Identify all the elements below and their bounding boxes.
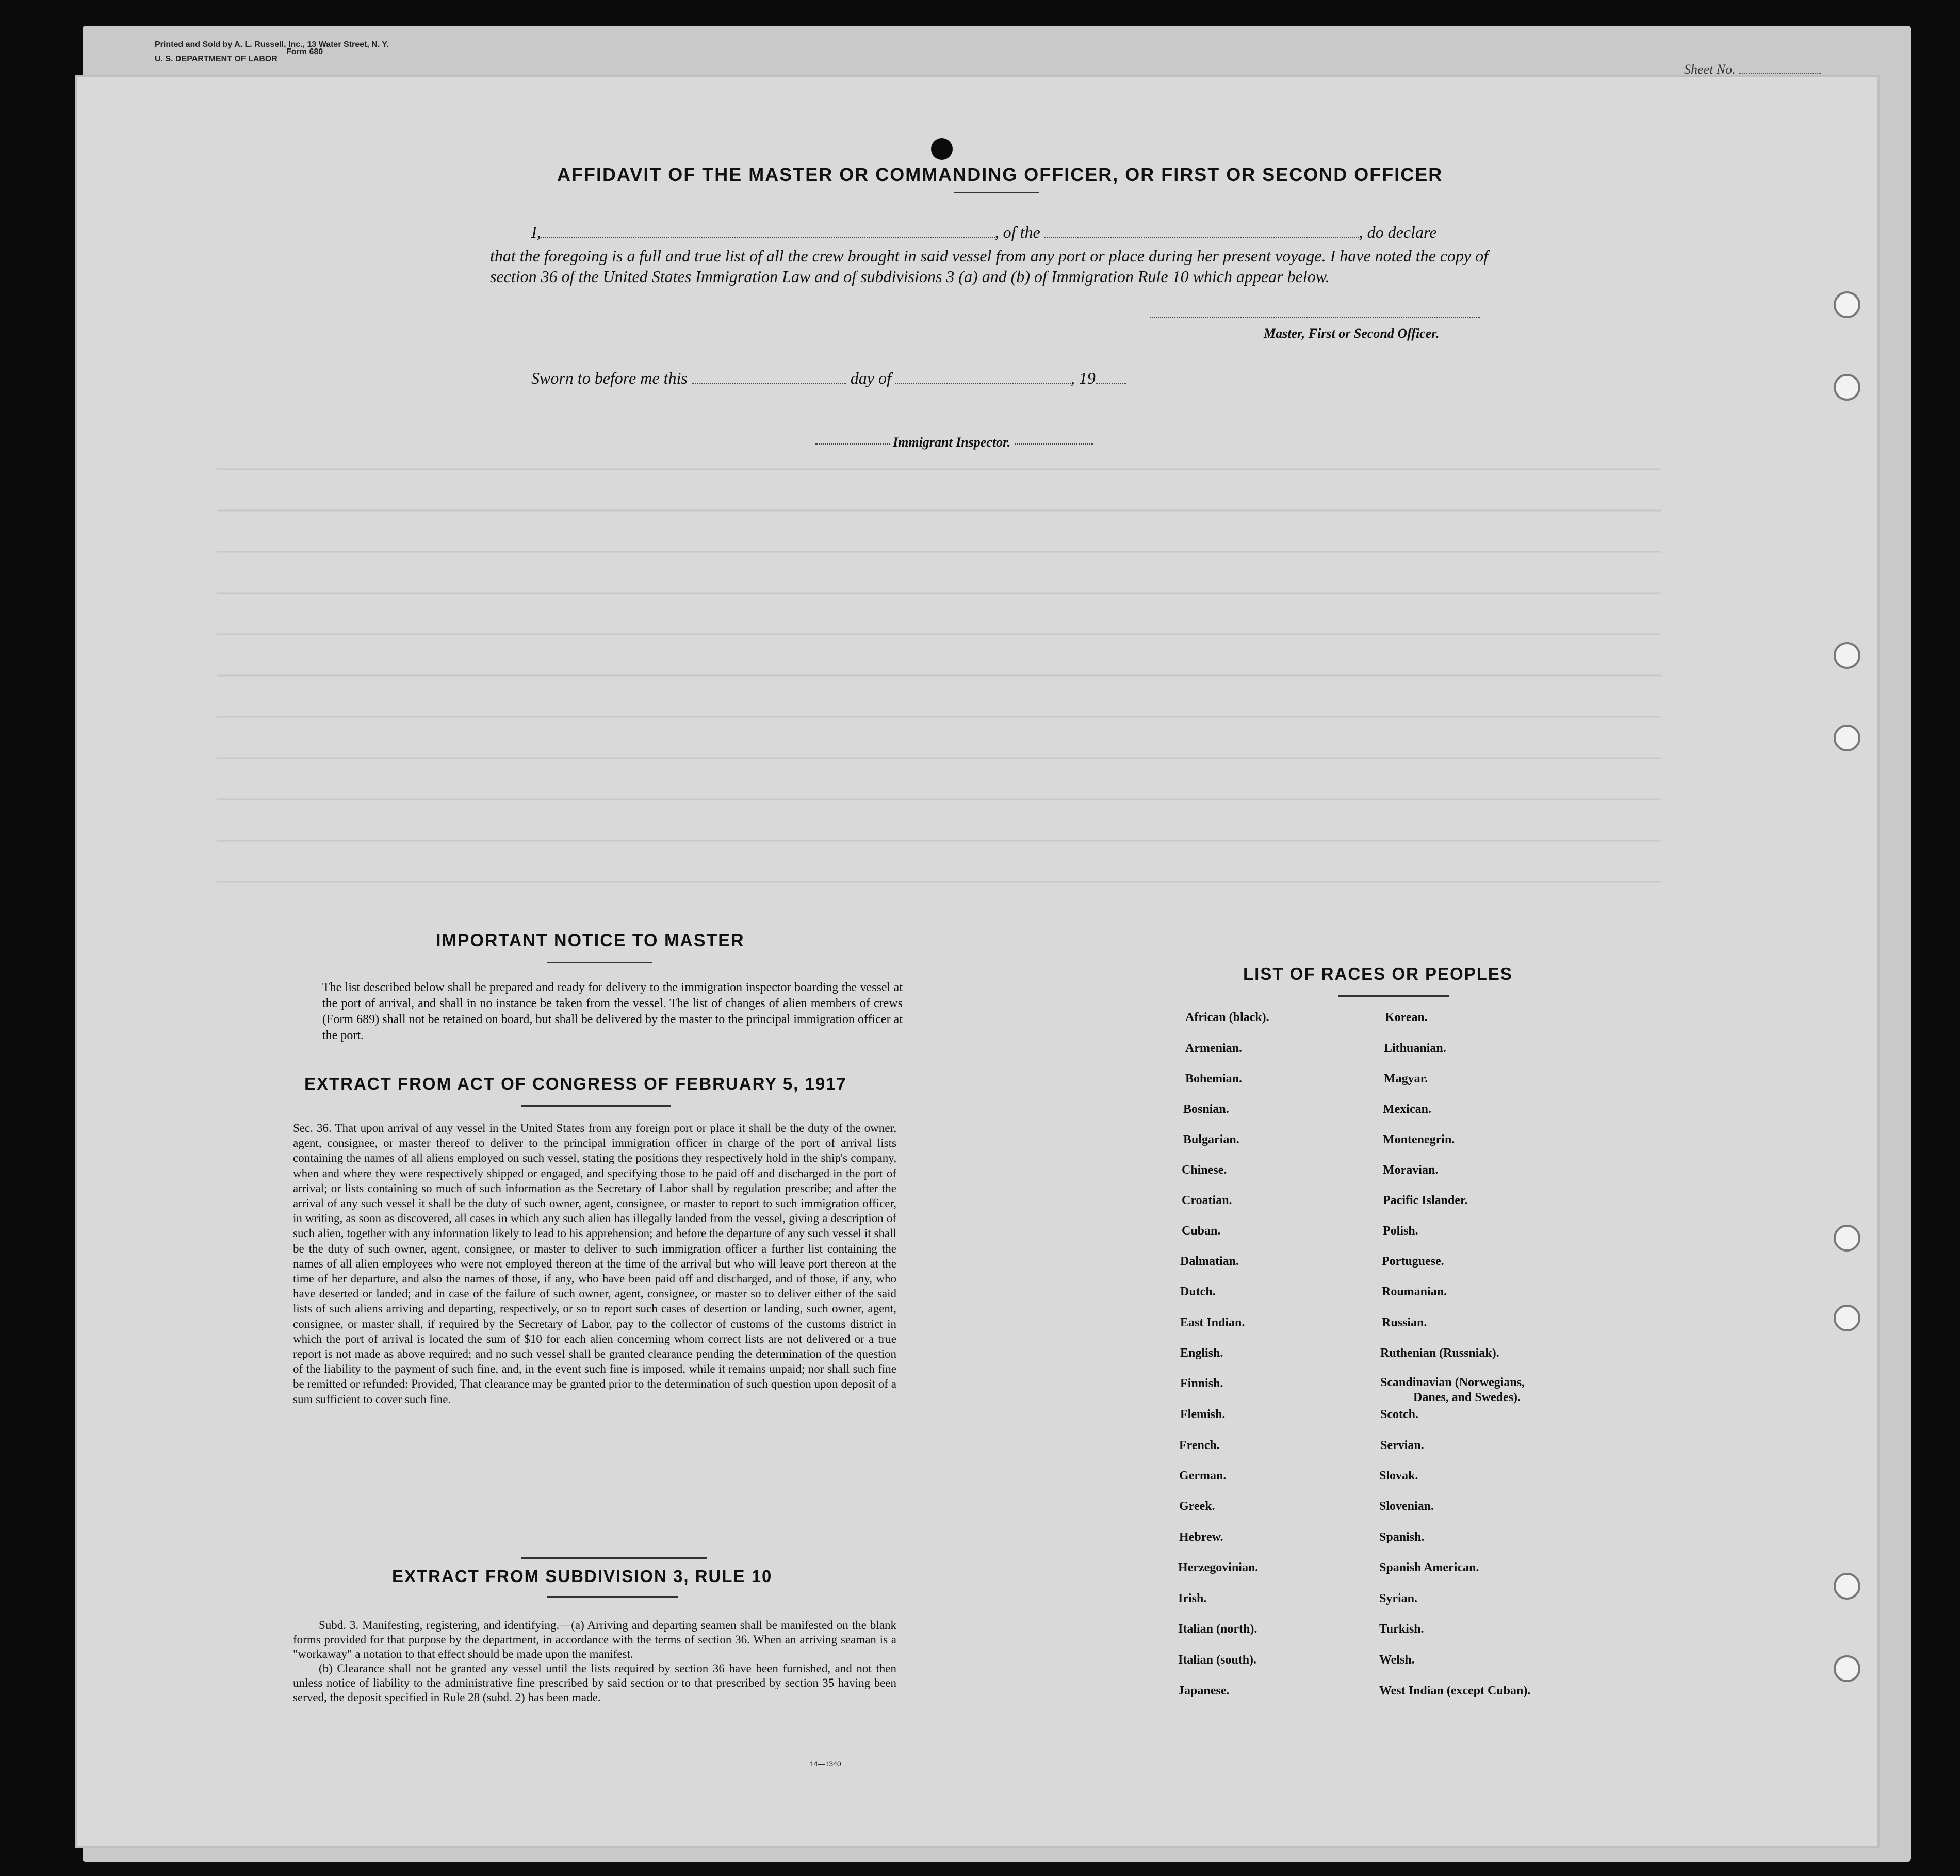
race-item: Bulgarian. <box>1183 1133 1239 1146</box>
binder-hole <box>1834 725 1860 751</box>
race-item: Mexican. <box>1383 1102 1431 1116</box>
race-item: Dutch. <box>1180 1285 1216 1298</box>
signature-line <box>1150 317 1480 318</box>
binder-hole <box>1834 1655 1860 1682</box>
race-item: Moravian. <box>1383 1163 1439 1177</box>
bleed-through-texture <box>217 464 1764 928</box>
race-item: Lithuanian. <box>1384 1042 1446 1055</box>
binder-hole <box>1834 642 1860 669</box>
notice-title: IMPORTANT NOTICE TO MASTER <box>436 931 745 950</box>
form-number: 14—1340 <box>810 1759 841 1768</box>
race-item: English. <box>1180 1346 1223 1360</box>
race-item: West Indian (except Cuban). <box>1379 1684 1531 1698</box>
binder-hole <box>1834 374 1860 401</box>
race-item: Japanese. <box>1178 1684 1230 1698</box>
race-item: Turkish. <box>1379 1622 1424 1636</box>
sheet-number: Sheet No. <box>1684 62 1821 77</box>
race-item: Welsh. <box>1379 1653 1415 1667</box>
notice-underline <box>547 962 652 963</box>
binder-hole <box>1834 1305 1860 1331</box>
race-item: Roumanian. <box>1382 1285 1447 1298</box>
race-item: Portuguese. <box>1382 1255 1444 1268</box>
race-item: Herzegovinian. <box>1178 1561 1259 1574</box>
rule-extract-overline <box>521 1557 707 1559</box>
races-title: LIST OF RACES OR PEOPLES <box>1243 964 1513 983</box>
race-item: Polish. <box>1383 1224 1418 1238</box>
race-item: Chinese. <box>1182 1163 1227 1177</box>
inspector-label: Immigrant Inspector. <box>890 435 1014 450</box>
race-item: Spanish. <box>1379 1531 1425 1544</box>
section-36-text: Sec. 36. That upon arrival of any vessel in the United States from any foreign port or place it shall be the duty of the owner, agent, consignee, or master thereof to deliver to the principal immigration officer in charge of the port of arrival lists containing the names of all aliens employed on such vessel, stating the positions they respectively hold in the ship's company, when and where they were respectively shipped or engaged, and specifying those to be paid off and discharged in the port of arrival; or lists containing so much of such information as the Secretary of Labor shall by regulation prescribe; and after the arrival of any such vessel it shall be the duty of such owner, agent, consignee, or master to report to such immigration officer, in writing, as soon as discovered, all cases in which any such alien has illegally landed from the vessel, giving a description of such alien, together with any information likely to lead to his apprehension; and before the departure of any such vessel it shall be the duty of such owner, agent, consignee, or master to deliver to such immigration officer a further list containing the names of all alien employees who were not employed thereon at the time of the arrival but who will leave port thereon at the time of her departure, and also the names of those, if any, who have been paid off and discharged, and of those, if any, who have deserted or landed; and in case of the failure of such owner, agent, consignee, or master so to deliver either of the said lists of such aliens arriving and departing, respectively, or so to report such cases of desertion or landing, such owner, agent, consignee, or master shall, if required by the Secretary of Labor, pay to the collector of customs of the customs district in which the port of arrival is located the sum of $10 for each alien concerning whom correct lists are not delivered or a true report is not made as above required; and no such vessel shall be granted clearance pending the determination of the question of the liability to the payment of such fine, and, in the event such fine is imposed, while it remains unpaid; nor shall such fine be remitted or refunded: Provided, That clearance may be granted prior to the determination of such question upon deposit of a sum sufficient to cover such fine. <box>293 1122 896 1406</box>
race-item: German. <box>1179 1469 1227 1483</box>
printer-imprint: Printed and Sold by A. L. Russell, Inc., 13 Water Street, N. Y. Form 680 U. S. DEPARTMENT OF LABOR <box>155 40 389 63</box>
race-item: Armenian. <box>1185 1042 1242 1055</box>
rule-extract-underline <box>547 1596 678 1598</box>
affidavit-statement: that the foregoing is a full and true list of all the crew brought in said vessel from any port or place during her present voyage. I have noted the copy of section 36 of the United States Immigration Law and of subdivisions 3 (a) and (b) of Immigration Rule 10 which appear below. <box>490 246 1489 286</box>
race-item: Pacific Islander. <box>1383 1194 1468 1207</box>
race-item: Slovak. <box>1379 1469 1418 1483</box>
signature-label: Master, First or Second Officer. <box>1264 326 1440 341</box>
race-item: Danes, and Swedes). <box>1413 1391 1521 1404</box>
document-page <box>77 77 1877 1846</box>
race-item: Syrian. <box>1379 1592 1418 1605</box>
races-underline <box>1338 995 1449 997</box>
title-underline <box>954 192 1039 193</box>
race-item: Montenegrin. <box>1383 1133 1455 1146</box>
race-item: Spanish American. <box>1379 1561 1479 1574</box>
race-item: Scandinavian (Norwegians, <box>1380 1376 1525 1389</box>
race-item: East Indian. <box>1180 1316 1245 1329</box>
race-item: Bohemian. <box>1185 1072 1243 1085</box>
race-item: Cuban. <box>1182 1224 1221 1238</box>
race-item: Hebrew. <box>1179 1531 1223 1544</box>
race-item: Flemish. <box>1180 1408 1226 1421</box>
race-item: Italian (south). <box>1178 1653 1257 1667</box>
race-item: Russian. <box>1382 1316 1427 1329</box>
affidavit-title: AFFIDAVIT OF THE MASTER OR COMMANDING OFFICER, OR FIRST OR SECOND OFFICER <box>557 164 1443 185</box>
race-item: Italian (north). <box>1178 1622 1257 1636</box>
binder-hole <box>1834 1225 1860 1252</box>
race-item: Finnish. <box>1180 1377 1223 1390</box>
race-item: Irish. <box>1178 1592 1207 1605</box>
race-item: Servian. <box>1380 1439 1424 1452</box>
act-extract-title: EXTRACT FROM ACT OF CONGRESS OF FEBRUARY 5, 1917 <box>304 1074 847 1093</box>
affidavit-body: I, , of the , do declare that the foregoing is a full and true list of all the crew brought in said vessel from any port or place during her present voyage. I have noted the copy of section 36 of the United States Immigration Law and of subdivisions 3 (a) and (b) of Immigration Rule 10 which appear below. <box>490 222 1491 287</box>
act-extract-underline <box>521 1105 671 1107</box>
race-item: Greek. <box>1179 1500 1215 1513</box>
bleed-through-rows <box>217 464 1764 928</box>
binder-hole <box>1834 291 1860 318</box>
binder-hole <box>1834 1573 1860 1600</box>
subdivision-a: Subd. 3. Manifesting, registering, and identifying.—(a) Arriving and departing seamen shall be manifested on the blank forms provided for that purpose by the department, in accordance with the terms of section 36. When an arriving seaman is a "workaway" a notation to that effect should be made upon the manifest. <box>293 1619 896 1660</box>
race-item: Scotch. <box>1380 1408 1418 1421</box>
punch-hole <box>931 138 953 160</box>
subdivision-b: (b) Clearance shall not be granted any vessel until the lists required by section 36 have been furnished, and not then unless notice of liability to the administrative fine prescribed by said section or to that prescribed by section 35 having been served, the deposit specified in Rule 28 (subd. 2) has been made. <box>293 1662 896 1704</box>
race-item: Dalmatian. <box>1180 1255 1239 1268</box>
sworn-statement: Sworn to before me this day of , 19 <box>531 369 1126 388</box>
race-item: Bosnian. <box>1183 1102 1229 1116</box>
race-item: Magyar. <box>1384 1072 1428 1085</box>
race-item: Slovenian. <box>1379 1500 1434 1513</box>
notice-body: The list described below shall be prepared and ready for delivery to the immigration inspector boarding the vessel at the port of arrival, and shall in no instance be taken from the vessel. The list of changes of alien members of crews (Form 689) shall not be retained on board, but shall be delivered by the master to the principal immigration officer at the port. <box>322 981 903 1042</box>
race-item: Korean. <box>1385 1011 1428 1024</box>
rule-extract-title: EXTRACT FROM SUBDIVISION 3, RULE 10 <box>392 1567 773 1586</box>
race-item: French. <box>1179 1439 1220 1452</box>
race-item: Croatian. <box>1182 1194 1232 1207</box>
race-item: Ruthenian (Russniak). <box>1380 1346 1499 1360</box>
subdivision-3-text <box>293 1618 896 1705</box>
race-item: African (black). <box>1185 1011 1269 1024</box>
